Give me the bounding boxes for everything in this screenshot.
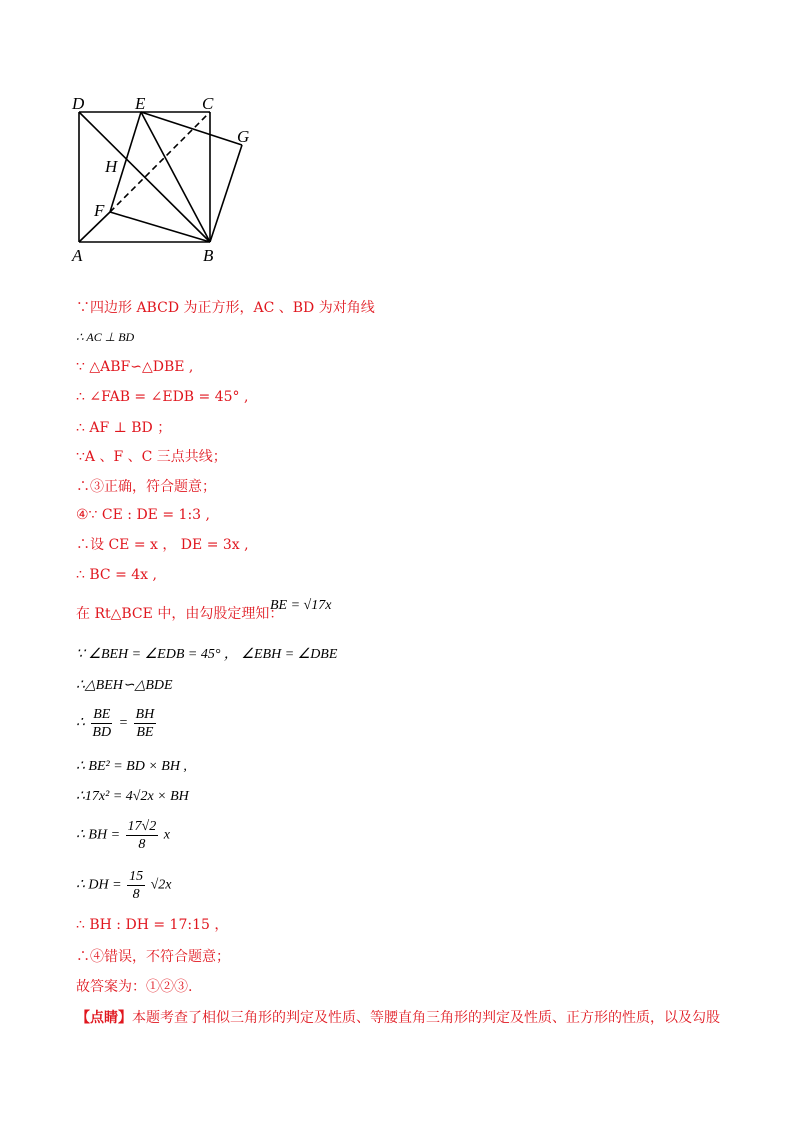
solution-line-21: 故答案为：①②③.: [76, 979, 193, 995]
solution-line-20: ∴④错误，不符合题意；: [76, 949, 230, 965]
fraction-17sqrt2-8: [126, 818, 159, 853]
fraction-15-8: [127, 868, 145, 903]
solution-line-4: ∴ ∠FAB = ∠EDB = 45° ,: [76, 389, 249, 405]
solution-line-8: ④∵ CE : DE = 1:3 ,: [76, 507, 210, 523]
solution-line-18: [76, 868, 171, 903]
label-c: C: [202, 94, 214, 113]
numerator: BE: [93, 707, 111, 722]
solution-line-3: ∵ △ABF∽△DBE ,: [76, 359, 194, 375]
comment-text: 本题考查了相似三角形的判定及性质、等腰直角三角形的判定及性质、正方形的性质，以及勾股: [132, 1010, 720, 1026]
solution-line-2: ∴ AC ⊥ BD: [76, 330, 135, 344]
numerator: BH: [135, 707, 155, 722]
solution-line-10: ∴ BC = 4x ,: [76, 567, 157, 583]
denominator: BE: [136, 725, 154, 740]
solution-line-22: [76, 1008, 720, 1028]
solution-line-17: [76, 818, 170, 853]
solution-line-19: ∴ BH : DH = 17:15 ，: [76, 917, 229, 933]
denominator: BD: [92, 725, 112, 740]
solution-line-11: 在 Rt△BCE 中，由勾股定理知：: [76, 606, 284, 622]
numerator: 15: [129, 869, 144, 884]
solution-line-13: ∴△BEH∽△BDE: [76, 678, 173, 693]
label-d: D: [72, 94, 85, 113]
solution-line-15: ∴ BE² = BD × BH ,: [76, 759, 187, 774]
label-b: B: [203, 246, 214, 265]
numerator: 17√2: [127, 819, 157, 834]
solution-line-14: [76, 706, 158, 741]
label-g: G: [237, 127, 250, 146]
solution-line-6: ∵A 、F 、C 三点共线；: [76, 449, 227, 465]
solution-line-7: ∴③正确，符合题意；: [76, 479, 216, 495]
prefix: ∴ BH =: [76, 827, 121, 843]
solution-line-1: ∵四边形 ABCD 为正方形，AC 、BD 为对角线: [76, 300, 375, 316]
denominator: 8: [132, 887, 140, 902]
solution-line-12: ∵ ∠BEH = ∠EDB = 45° ， ∠EBH = ∠DBE: [76, 647, 338, 662]
solution-line-5: ∴ AF ⊥ BD ；: [76, 420, 172, 436]
prefix: ∴ DH =: [76, 877, 122, 893]
fraction-be-bd: [90, 706, 113, 741]
equals: =: [118, 715, 129, 731]
solution-line-9: ∴设 CE = x ， DE = 3x ,: [76, 537, 249, 553]
comment-tag: 【点睛】: [76, 1010, 132, 1026]
solution-line-16: ∴17x² = 4√2x × BH: [76, 789, 189, 804]
fraction-bh-be: [134, 706, 157, 741]
label-a: A: [72, 246, 83, 265]
denominator: 8: [138, 837, 146, 852]
prefix: ∴: [76, 715, 85, 731]
label-h: H: [105, 157, 118, 176]
label-f: F: [94, 201, 105, 220]
solution-line-11-formula: BE = √17x: [270, 598, 332, 613]
segment-gb: [210, 145, 242, 242]
suffix: x: [163, 827, 170, 843]
label-e: E: [135, 94, 146, 113]
suffix: √2x: [150, 877, 172, 893]
geometry-figure: [60, 92, 280, 267]
